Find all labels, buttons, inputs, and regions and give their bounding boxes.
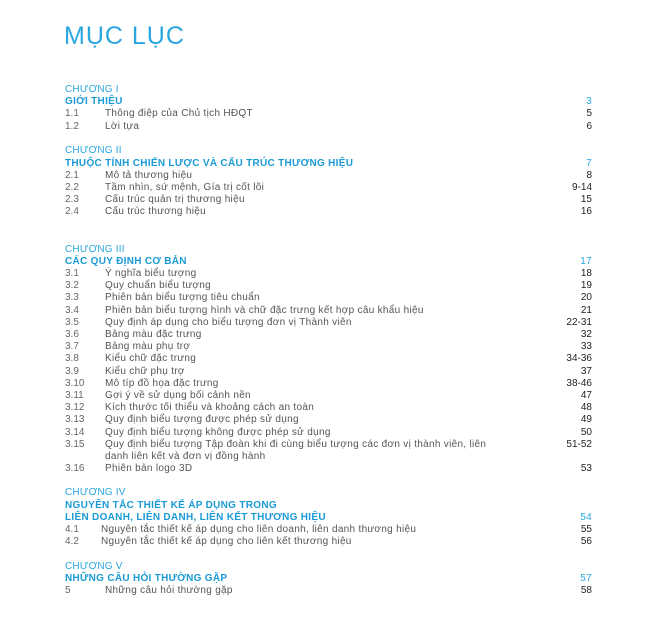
entry-number: 3.11 (65, 390, 84, 402)
toc-entry[interactable] (65, 108, 592, 120)
toc-entry[interactable] (65, 170, 592, 182)
chapter-heading[interactable] (65, 96, 592, 108)
entry-label: Phiên bản logo 3D (105, 463, 193, 475)
entry-label: Những câu hỏi thường gặp (105, 584, 233, 596)
entry-label: Quy định biểu tượng được phép sử dụng (105, 414, 299, 426)
toc-entry[interactable] (65, 194, 592, 206)
entry-page-number: 33 (580, 341, 592, 353)
entry-label: Bảng màu đặc trưng (105, 329, 202, 341)
entry-page-number: 38-46 (566, 377, 592, 389)
entry-page-number: 9-14 (571, 182, 592, 194)
entry-page-number: 16 (580, 206, 592, 218)
entry-page-number: 15 (580, 194, 592, 206)
entry-page-number: 56 (580, 536, 592, 548)
entry-number: 4.1 (65, 524, 79, 536)
entry-number: 1.2 (65, 120, 79, 132)
entry-label: Kiểu chữ phụ trợ (105, 365, 185, 377)
entry-number: 3.9 (65, 365, 79, 377)
entry-page-number: 20 (580, 292, 592, 304)
chapter-heading[interactable] (65, 573, 592, 585)
entry-number: 3.14 (65, 426, 85, 438)
toc-entry[interactable] (65, 536, 592, 548)
chapter-heading[interactable] (65, 512, 592, 524)
toc-entry[interactable] (65, 329, 592, 341)
entry-page-number: 55 (580, 524, 592, 536)
entry-label: Quy chuẩn biểu tượng (105, 280, 211, 292)
entry-label: Mô tả thương hiệu (105, 169, 193, 181)
entry-label: Nguyên tắc thiết kế áp dụng cho liên doanh, liên danh thương hiệu (101, 524, 417, 536)
entry-number: 3.8 (65, 353, 79, 365)
entry-page-number: 58 (580, 584, 592, 596)
entry-label: Phiên bản biểu tượng hình và chữ đặc trưng kết hợp câu khẩu hiệu (105, 304, 424, 316)
toc-entry[interactable] (65, 585, 592, 597)
entry-number: 3.10 (65, 377, 85, 389)
toc-entry[interactable] (65, 182, 592, 194)
entry-number: 3.1 (65, 268, 79, 280)
entry-number: 3.12 (65, 402, 85, 414)
entry-label: Kiểu chữ đặc trưng (105, 353, 197, 365)
entry-page-number: 32 (580, 329, 592, 341)
chapter-label: CHƯƠNG III (65, 243, 125, 255)
entry-number: 3.13 (65, 414, 85, 426)
entry-label: Phiên bản biểu tượng tiêu chuẩn (105, 292, 260, 304)
entry-label: Cấu trúc quản trị thương hiệu (105, 194, 245, 206)
toc-entry[interactable] (65, 366, 592, 378)
chapter-page-number: 7 (586, 157, 592, 169)
chapter-label: CHƯƠNG II (65, 145, 122, 157)
toc-section (65, 145, 592, 218)
toc-entry[interactable] (65, 378, 592, 390)
toc-entry[interactable] (65, 439, 592, 463)
entry-page-number: 49 (580, 414, 592, 426)
entry-page-number: 5 (586, 108, 592, 120)
entry-number: 2.3 (65, 194, 79, 206)
chapter-heading[interactable] (65, 158, 592, 170)
entry-number: 3.7 (65, 341, 79, 353)
toc-entry[interactable] (65, 206, 592, 218)
chapter-label: CHƯƠNG IV (65, 487, 126, 499)
chapter-heading-text: THUỘC TÍNH CHIẾN LƯỢC VÀ CẤU TRÚC THƯƠNG HIỆU (65, 157, 354, 169)
chapter-label: CHƯƠNG I (65, 84, 119, 95)
entry-page-number: 53 (580, 463, 592, 475)
toc-entry[interactable] (65, 427, 592, 439)
chapter-heading-text: LIÊN DOANH, LIÊN DANH, LIÊN KẾT THƯƠNG HIỆU (65, 511, 326, 523)
page-title: MỤC LỤC (64, 22, 185, 50)
toc-entry[interactable] (65, 292, 592, 304)
chapter-heading[interactable] (65, 500, 592, 512)
chapter-page-number: 17 (580, 255, 592, 267)
chapter-page-number: 3 (586, 96, 592, 108)
entry-number: 2.4 (65, 206, 79, 218)
entry-label: Nguyên tắc thiết kế áp dụng cho liên kết thương hiệu (101, 536, 352, 548)
entry-label: Quy định biểu tượng Tập đoàn khi đi cùng biểu tượng các đơn vị thành viên, liên danh liên kết và đơn vị đồng hành (105, 438, 487, 463)
toc-entry[interactable] (65, 353, 592, 365)
entry-label: Mô típ đồ họa đặc trưng (105, 377, 219, 389)
entry-label: Tầm nhìn, sứ mệnh, Gía trị cốt lõi (105, 182, 265, 194)
entry-number: 5 (65, 584, 71, 596)
entry-page-number: 19 (580, 280, 592, 292)
toc-entry[interactable] (65, 317, 592, 329)
entry-number: 3.15 (65, 438, 85, 450)
entry-label: Cấu trúc thương hiệu (105, 206, 206, 218)
toc-section (65, 244, 592, 476)
entry-number: 3.3 (65, 292, 79, 304)
entry-label: Bảng màu phụ trợ (105, 341, 191, 353)
toc-entry[interactable] (65, 524, 592, 536)
entry-page-number: 48 (580, 402, 592, 414)
entry-page-number: 22-31 (566, 316, 592, 328)
entry-page-number: 8 (586, 169, 592, 181)
toc-entry[interactable] (65, 414, 592, 426)
toc-section (65, 84, 592, 133)
entry-page-number: 47 (580, 390, 592, 402)
entry-label: Gợi ý về sử dụng bối cảnh nền (105, 390, 251, 402)
chapter-page-number: 54 (580, 511, 592, 523)
toc-entry[interactable] (65, 268, 592, 280)
entry-page-number: 37 (580, 365, 592, 377)
chapter-heading[interactable] (65, 256, 592, 268)
toc-entry[interactable] (65, 402, 592, 414)
toc-section (65, 561, 592, 598)
toc-entry[interactable] (65, 341, 592, 353)
toc-entry[interactable] (65, 280, 592, 292)
toc-section (65, 487, 592, 548)
table-of-contents (65, 84, 592, 597)
toc-entry[interactable] (65, 390, 592, 402)
entry-page-number: 50 (580, 426, 592, 438)
entry-number: 3.16 (65, 463, 85, 475)
entry-label: Quy định biểu tượng không được phép sử dụng (105, 426, 331, 438)
toc-entry[interactable] (65, 305, 592, 317)
toc-entry[interactable] (65, 463, 592, 475)
entry-page-number: 6 (586, 120, 592, 132)
chapter-heading-text: GIỚI THIỆU (65, 96, 123, 108)
entry-number: 3.5 (65, 316, 79, 328)
entry-label: Quy định áp dụng cho biểu tượng đơn vị Thành viên (105, 316, 352, 328)
entry-number: 3.2 (65, 280, 79, 292)
entry-label: Kích thước tối thiểu và khoảng cách an toàn (105, 402, 315, 414)
chapter-heading-text: NHỮNG CÂU HỎI THƯỜNG GẶP (65, 572, 228, 584)
toc-entry[interactable] (65, 121, 592, 133)
chapter-label: CHƯƠNG V (65, 560, 123, 572)
chapter-heading-text: CÁC QUY ĐỊNH CƠ BẢN (65, 255, 187, 267)
entry-number: 3.6 (65, 329, 79, 341)
entry-number: 4.2 (65, 536, 79, 548)
entry-label: Thông điệp của Chủ tịch HĐQT (105, 108, 253, 120)
entry-page-number: 18 (580, 268, 592, 280)
entry-number: 1.1 (65, 108, 79, 120)
entry-label: Lời tựa (105, 120, 140, 132)
entry-number: 2.2 (65, 182, 79, 194)
chapter-heading-text: NGUYÊN TẮC THIẾT KẾ ÁP DỤNG TRONG (65, 499, 277, 511)
entry-number: 2.1 (65, 169, 79, 181)
entry-label: Ý nghĩa biểu tượng (105, 268, 197, 280)
entry-page-number: 21 (580, 304, 592, 316)
entry-page-number: 51-52 (566, 438, 592, 450)
chapter-page-number: 57 (580, 572, 592, 584)
entry-number: 3.4 (65, 304, 79, 316)
entry-page-number: 34-36 (566, 353, 592, 365)
